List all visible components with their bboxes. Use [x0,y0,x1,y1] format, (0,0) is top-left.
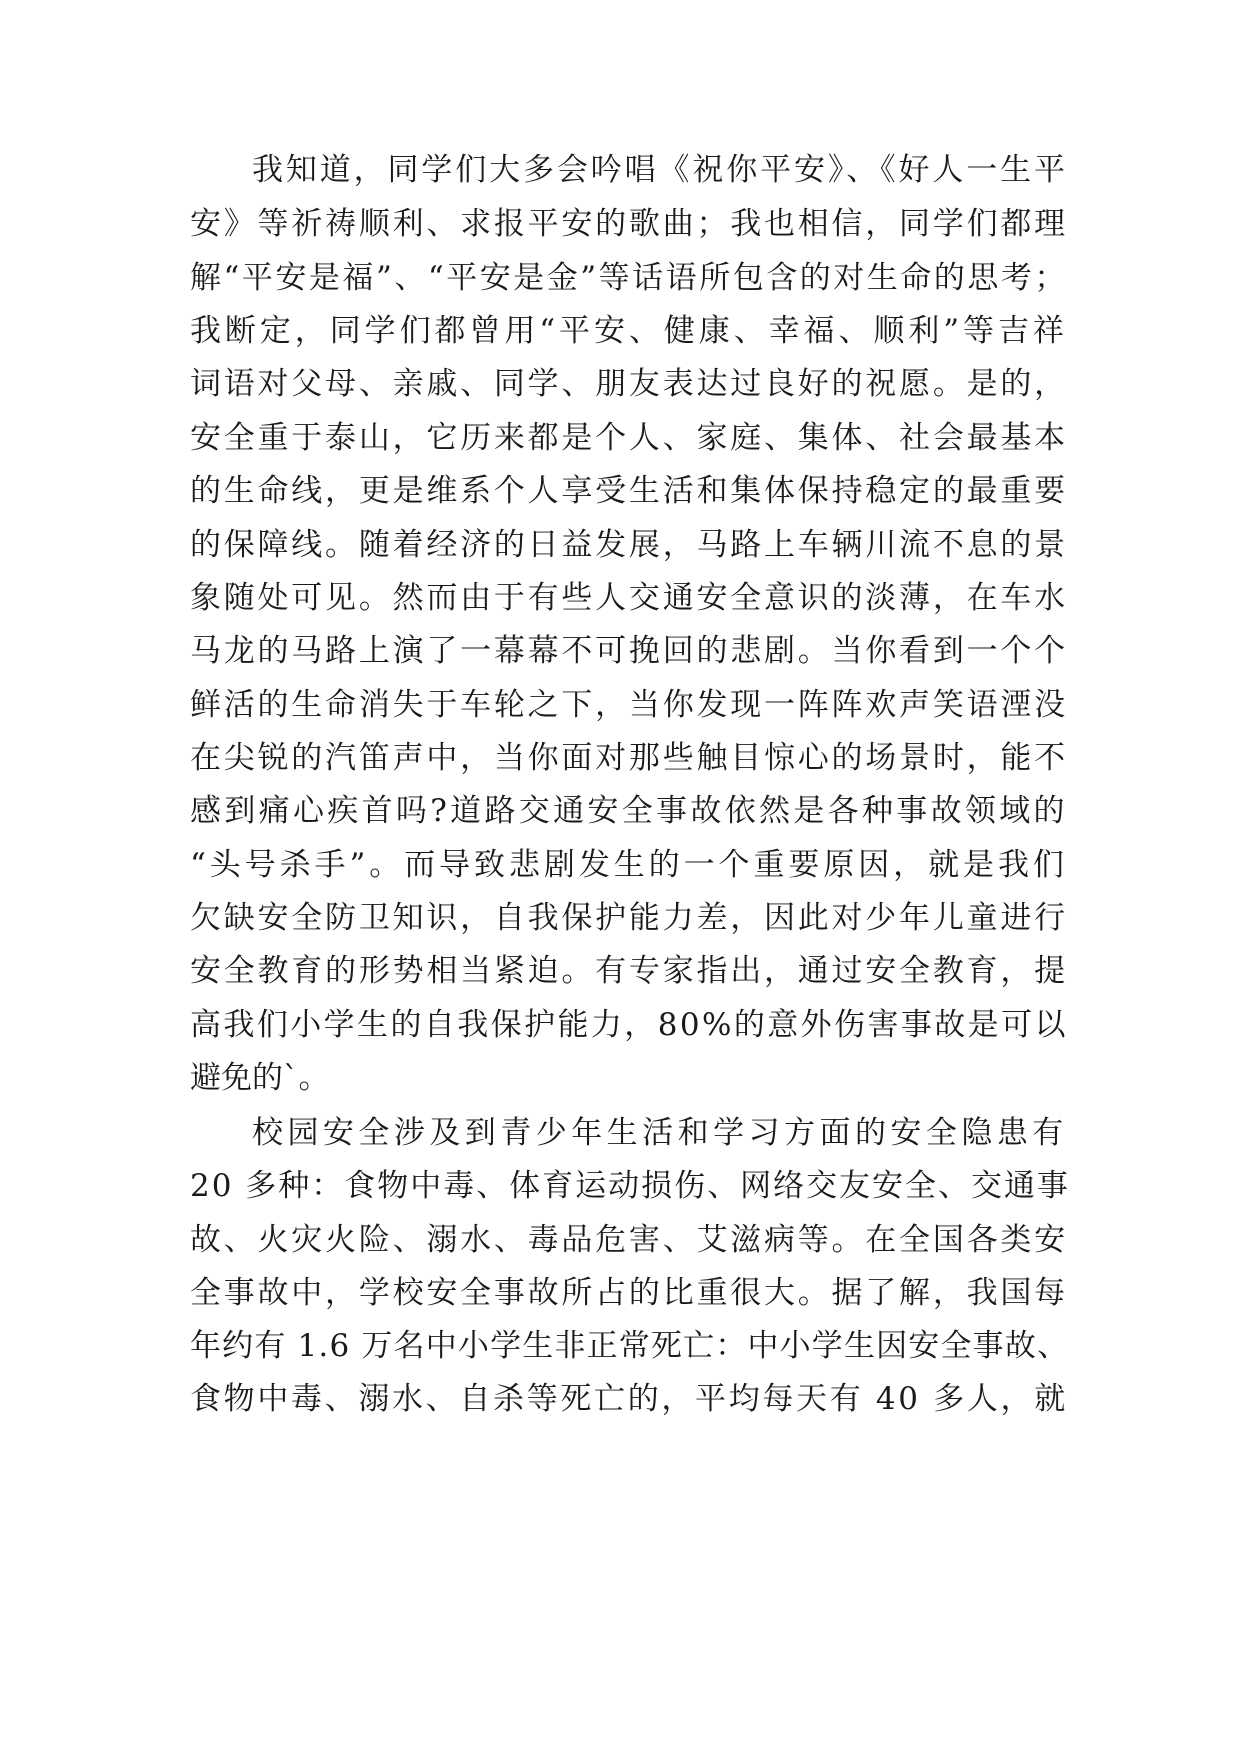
text-line: 全事故中，学校安全事故所占的比重很大。据了解，我国每 [190,1275,1068,1311]
text-line: 我断定，同学们都曾用“平安、健康、幸福、顺利”等吉祥 [190,313,1068,349]
text-line: 词语对父母、亲戚、同学、朋友表达过良好的祝愿。是的， [190,366,1068,402]
text-line: 避免的`。 [190,1060,330,1096]
text-line: 解“平安是福”、“平安是金”等话语所包含的对生命的思考； [190,260,1068,296]
text-line: 安全教育的形势相当紧迫。有专家指出，通过安全教育，提 [190,953,1068,989]
text-line: 的保障线。随着经济的日益发展，马路上车辆川流不息的景 [190,527,1068,563]
text-line: 马龙的马路上演了一幕幕不可挽回的悲剧。当你看到一个个 [190,633,1068,669]
text-line: 的生命线，更是维系个人享受生活和集体保持稳定的最重要 [190,473,1068,509]
text-line: 鲜活的生命消失于车轮之下，当你发现一阵阵欢声笑语湮没 [190,687,1068,723]
text-line: 20 多种：食物中毒、体育运动损伤、网络交友安全、交通事 [190,1168,1070,1204]
text-line: 欠缺安全防卫知识，自我保护能力差，因此对少年儿童进行 [190,900,1068,936]
text-line: 食物中毒、溺水、自杀等死亡的，平均每天有 40 多人，就 [190,1381,1068,1417]
text-line: 故、火灾火险、溺水、毒品危害、艾滋病等。在全国各类安 [190,1222,1068,1258]
text-line: 高我们小学生的自我保护能力，80%的意外伤害事故是可以 [190,1007,1068,1043]
text-line: 我知道，同学们大多会吟唱《祝你平安》、《好人一生平 [252,152,1068,188]
text-line: 校园安全涉及到青少年生活和学习方面的安全隐患有 [252,1115,1068,1151]
text-line: 在尖锐的汽笛声中，当你面对那些触目惊心的场景时，能不 [190,740,1068,776]
text-line: 安》等祈祷顺利、求报平安的歌曲；我也相信，同学们都理 [190,206,1068,242]
text-line: 年约有 1.6 万名中小学生非正常死亡：中小学生因安全事故、 [190,1328,1070,1364]
text-line: “头号杀手”。而导致悲剧发生的一个重要原因，就是我们 [190,847,1068,883]
text-line: 安全重于泰山，它历来都是个人、家庭、集体、社会最基本 [190,420,1068,456]
text-line: 象随处可见。然而由于有些人交通安全意识的淡薄，在车水 [190,580,1068,616]
text-line: 感到痛心疾首吗?道路交通安全事故依然是各种事故领域的 [190,793,1068,829]
